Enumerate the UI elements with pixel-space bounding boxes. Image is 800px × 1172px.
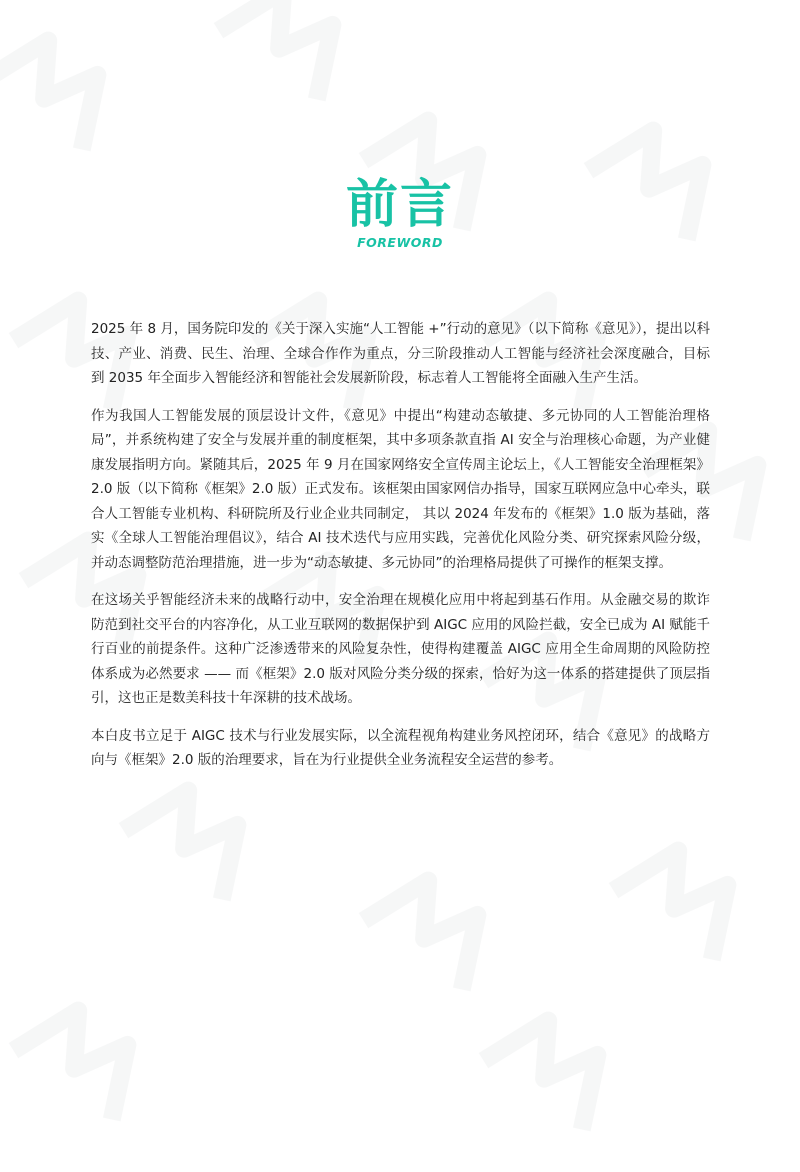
watermark-logo xyxy=(594,811,796,999)
paragraph-3: 在这场关乎智能经济未来的战略行动中，安全治理在规模化应用中将起到基石作用。从金融交易的欺诈防范到社交平台的内容净化，从工业互联网的数据保护到 AIGC 应用的风险拦截，安全已成为 AI 赋能千行百业的前提条件。这种广泛渗透带来的风险复杂性，使得构建覆盖 AIGC 应用全生命周期的风险防控体系成为必然要求 —— 而《框架》2.0 版对风险分类分级的探索，恰好为这一体系的搭建提供了顶层指引，这也正是数美科技十年深耕的技术战场。 xyxy=(91,592,710,706)
page-subtitle: FOREWORD xyxy=(357,235,443,250)
paragraph-1: 2025 年 8 月，国务院印发的《关于深入实施“人工智能 +”行动的意见》（以下简称《意见》），提出以科技、产业、消费、民生、治理、全球合作作为重点，分三阶段推动人工智能与经济社会深度融合，目标到 2035 年全面步入智能经济和智能社会发展新阶段，标志着人工智能将全面融入生产生活。 xyxy=(91,321,710,386)
watermark-logo xyxy=(344,841,546,1029)
page-header xyxy=(0,175,800,250)
watermark-logo xyxy=(464,981,666,1169)
body-text xyxy=(91,317,710,786)
paragraph-4: 本白皮书立足于 AIGC 技术与行业发展实际，以全流程视角构建业务风控闭环，结合《意见》的战略方向与《框架》2.0 版的治理要求，旨在为行业提供全业务流程安全运营的参考。 xyxy=(91,727,710,768)
page-title: 前言 xyxy=(345,175,454,235)
watermark-logo xyxy=(0,971,196,1159)
watermark-logo xyxy=(199,0,401,139)
watermark-logo xyxy=(0,1,166,189)
paragraph-2: 作为我国人工智能发展的顶层设计文件，《意见》中提出“构建动态敏捷、多元协同的人工智能治理格局”，并系统构建了安全与发展并重的制度框架，其中多项条款直指 AI 安全与治理核心命题，为产业健康发展指明方向。紧随其后，2025 年 9 月在国家网络安全宣传周主论坛上，《人工智能安全治理框架》2.0 版（以下简称《框架》2.0 版）正式发布。该框架由国家网信办指导，国家互联网应急中心牵头，联合人工智能专业机构、科研院所及行业企业共同制定， 其以 2024 年发布的《框架》1.0 版为基础，落实《全球人工智能治理倡议》，结合 AI 技术迭代与应用实践，完善优化风险分类、研究探索风险分级，并动态调整防范治理措施，进一步为“动态敏捷、多元协同”的治理格局提供了可操作的框架支撑。 xyxy=(91,407,710,571)
